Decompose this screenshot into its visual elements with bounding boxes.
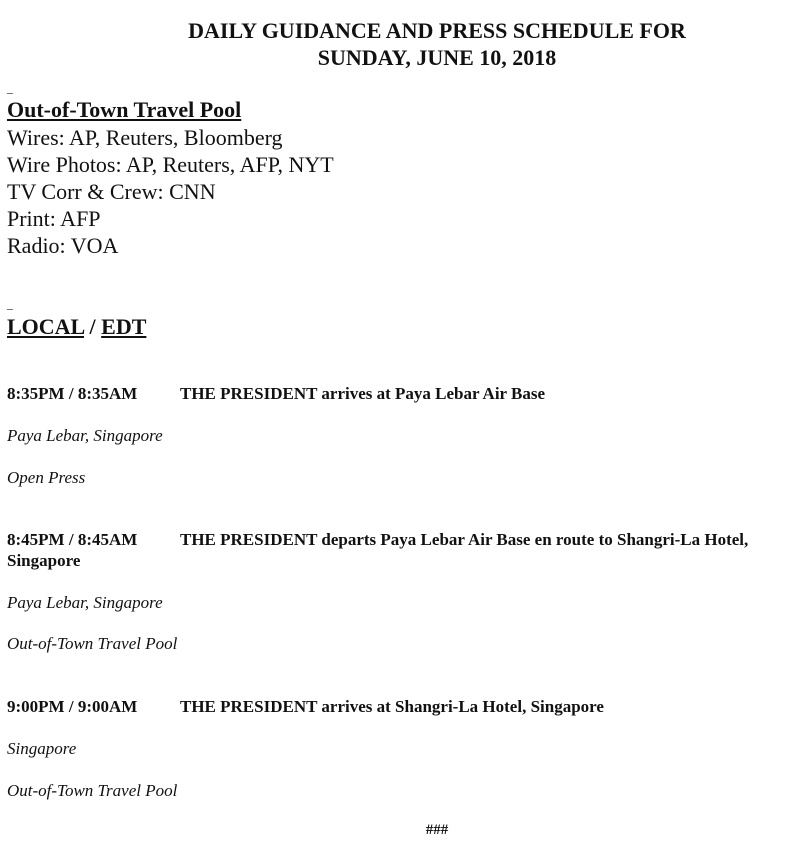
document-title-line-1: DAILY GUIDANCE AND PRESS SCHEDULE FOR xyxy=(188,18,686,43)
schedule-event-continued: Singapore xyxy=(7,551,81,570)
schedule-coverage: Out-of-Town Travel Pool xyxy=(7,781,178,800)
travel-pool-heading-text: Out-of-Town Travel Pool xyxy=(7,97,242,122)
schedule-location: Singapore xyxy=(7,739,77,758)
document-title-line-2: SUNDAY, JUNE 10, 2018 xyxy=(317,45,557,70)
schedule-coverage: Open Press xyxy=(7,468,86,487)
schedule-event: THE PRESIDENT arrives at Shangri-La Hotel, Singapore xyxy=(180,697,604,716)
schedule-location: Paya Lebar, Singapore xyxy=(7,593,163,612)
section-divider-dash: _ xyxy=(7,81,13,95)
pool-item-tv: TV Corr & Crew: CNN xyxy=(7,179,216,204)
schedule-coverage: Out-of-Town Travel Pool xyxy=(7,634,178,653)
schedule-time: 9:00PM / 9:00AM xyxy=(7,697,138,716)
pool-item-wires: Wires: AP, Reuters, Bloomberg xyxy=(7,125,283,150)
schedule-event: THE PRESIDENT arrives at Paya Lebar Air Base xyxy=(180,384,546,403)
travel-pool-heading xyxy=(7,97,241,123)
schedule-location: Paya Lebar, Singapore xyxy=(7,426,163,445)
schedule-time: 8:45PM / 8:45AM xyxy=(7,530,138,549)
pool-item-wire-photos: Wire Photos: AP, Reuters, AFP, NYT xyxy=(7,152,334,177)
travel-pool-list xyxy=(7,124,334,259)
pool-item-print: Print: AFP xyxy=(7,206,101,231)
end-of-document-mark: ### xyxy=(425,822,449,838)
timezone-separator: / xyxy=(84,314,102,339)
timezone-local-label: LOCAL xyxy=(7,314,85,339)
timezone-heading xyxy=(7,314,146,340)
section-divider-dash: _ xyxy=(7,297,13,311)
timezone-edt-label: EDT xyxy=(101,314,147,339)
schedule-event: THE PRESIDENT departs Paya Lebar Air Base en route to Shangri-La Hotel, xyxy=(180,530,749,549)
schedule-time: 8:35PM / 8:35AM xyxy=(7,384,138,403)
pool-item-radio: Radio: VOA xyxy=(7,233,119,258)
